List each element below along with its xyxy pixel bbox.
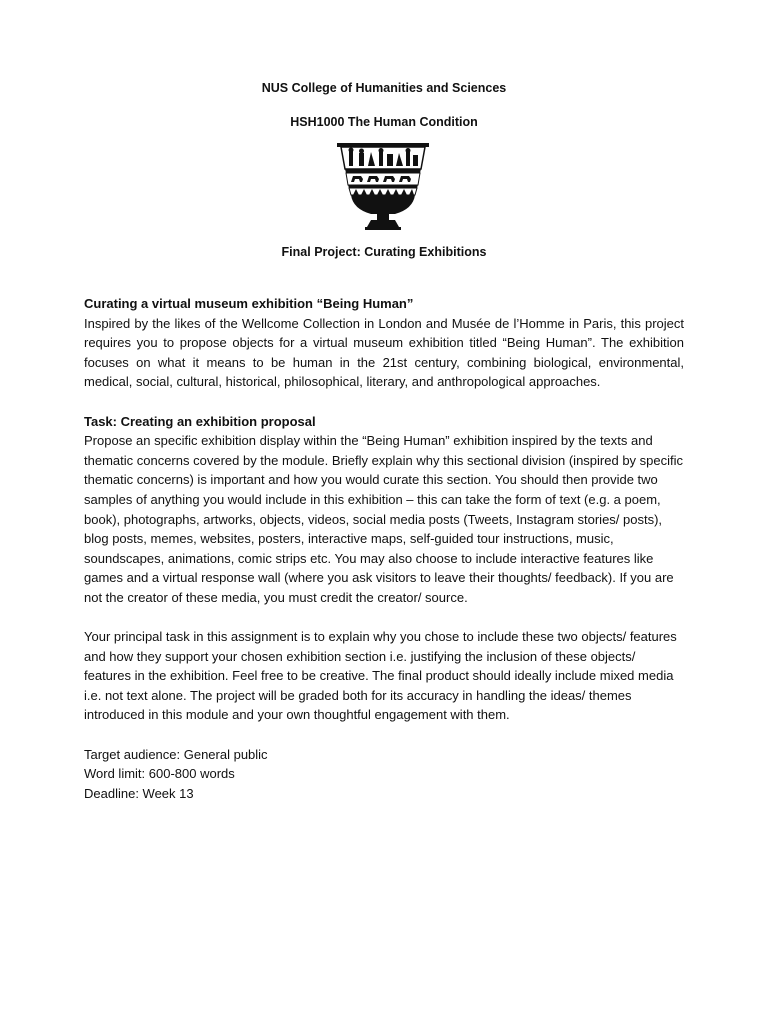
assignment-body — [84, 294, 684, 803]
section-body-principal-task: Your principal task in this assignment is to explain why you chose to include these two objects/ features and how they support your chosen exhibition section i.e. justifying the inclusion of these objects/ features in the exhibition. Feel free to be creative. The final product should ideally include mixed media i.e. not text alone. The project will be graded both for its accuracy in handling the ideas/ themes introduced in this module and your own thoughtful engagement with them. — [84, 629, 677, 723]
section-heading-curating: Curating a virtual museum exhibition “Being Human” — [84, 296, 414, 311]
deadline: Deadline: Week 13 — [84, 785, 194, 801]
section-heading-task: Task: Creating an exhibition proposal — [84, 413, 316, 429]
section-body-task: Propose an specific exhibition display within the “Being Human” exhibition inspired by the texts and thematic concerns covered by the module. Briefly explain why this sectional division (inspired by specific thematic concerns) is important and how you would curate this section. You should then provide two samples of anything you would include in this exhibition – this can take the form of text (e.g. a poem, book), photographs, artworks, objects, videos, social media posts (Tweets, Instagram stories/ posts), blog posts, memes, websites, posters, interactive maps, self-guided tour instructions, music, soundscapes, animations, comic strips etc. You may also choose to include interactive features like games and a virtual response wall (where you ask visitors to leave their thoughts/ feedback). If you are not the creator of these media, you must credit the creator/ source. — [84, 433, 684, 605]
word-limit: Word limit: 600-800 words — [84, 766, 235, 782]
project-title: Final Project: Curating Exhibitions — [281, 245, 487, 259]
college-name: NUS College of Humanities and Sciences — [261, 81, 507, 95]
target-audience: Target audience: General public — [84, 746, 268, 762]
section-body-curating: Inspired by the likes of the Wellcome Collection in London and Musée de l’Homme in Paris, this project requires you to propose objects for a virtual museum exhibition titled “Being Human”. The exhibition focuses on what it means to be human in the 21st century, combining biological, environmental, medical, social, cultural, historical, philosophical, literary, and anthropological approaches. — [84, 315, 684, 390]
greek-vase-icon — [335, 143, 431, 231]
course-title: HSH1000 The Human Condition — [290, 115, 478, 129]
